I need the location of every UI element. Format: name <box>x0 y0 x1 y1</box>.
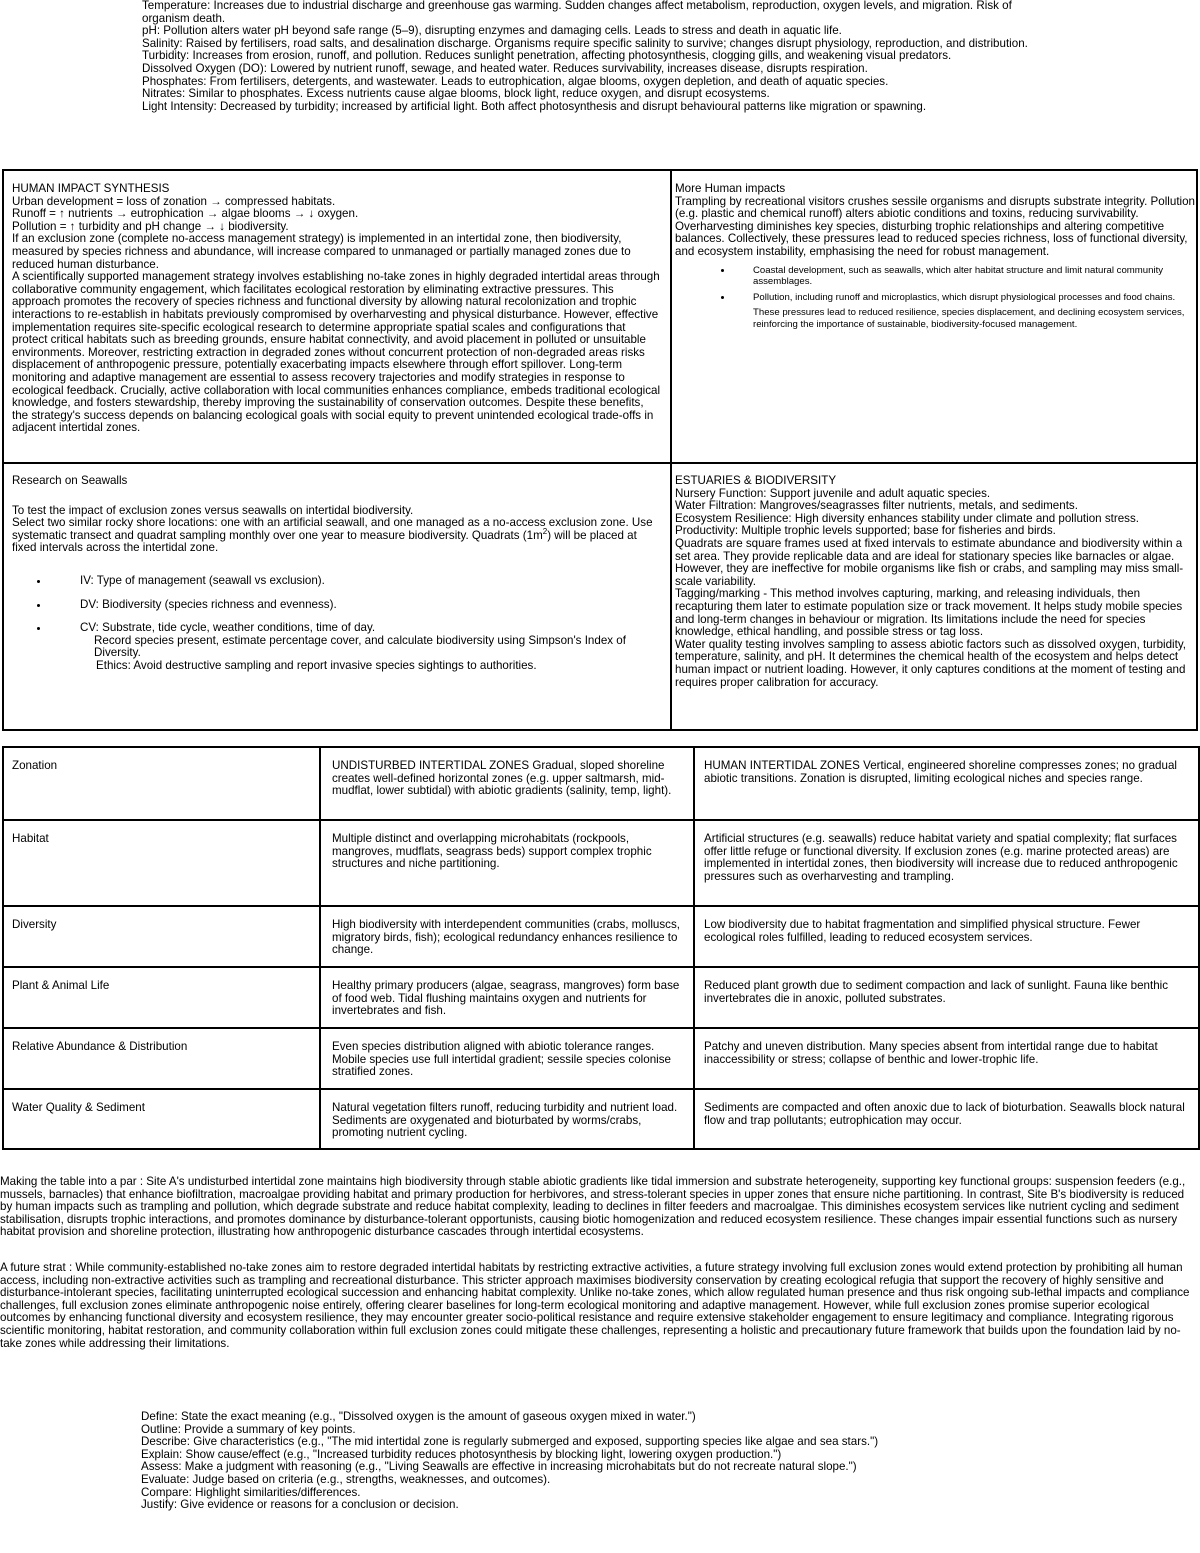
human-impact-title: HUMAN IMPACT SYNTHESIS <box>12 183 170 195</box>
more-impacts-bullet: • Coastal development, such as seawalls, which alter habitat structure and limit natural community assemblages. <box>733 265 1195 288</box>
water-quality-text: Water quality testing involves sampling to assess abiotic factors such as dissolved oxygen, turbidity, temperature, salinity, and pH. It determines the chemical health of the ecosystem and helps detect human impact or nutrient loading. However, it only captures conditions at the moment of testing and requires proper calibration for accuracy. <box>675 637 1187 689</box>
verb-define: Define: State the exact meaning (e.g., "Dissolved oxygen is the amount of gaseous oxygen mixed in water.") <box>141 1410 696 1423</box>
human-cell: Artificial structures (e.g. seawalls) reduce habitat variety and spatial complexity; flat surfaces offer little refuge or functional diversity. If exclusion zones (e.g. marine protected areas) are implemented in intertidal zones, then biodiversity will increase due to reduced anthropogenic pressures such as overharvesting and trampling. <box>694 820 1199 906</box>
abiotic-ph: pH: Pollution alters water pH beyond safe range (5–9), disrupting enzymes and damaging cells. Leads to stress and death in aquatic life. <box>142 24 842 38</box>
row-label: Diversity <box>3 906 320 967</box>
abiotic-salinity: Salinity: Raised by fertilisers, road salts, and desalination discharge. Organisms require specific salinity to survive; changes disrupt physiology, reproduction, and distribution. <box>142 36 1028 50</box>
undisturbed-cell: Multiple distinct and overlapping microhabitats (rockpools, mangroves, mudflats, seagrass beds) support complex trophic structures and niche partitioning. <box>320 820 694 906</box>
undisturbed-cell: Natural vegetation filters runoff, reducing turbidity and nutrient load. Sediments are oxygenated and bioturbated by worms/crabs, promoting nutrient cycling. <box>320 1089 694 1149</box>
undisturbed-cell: Even species distribution aligned with abiotic tolerance ranges. Mobile species use full intertidal gradient; sessile species colonise stratified zones. <box>320 1028 694 1089</box>
spacer <box>12 488 662 505</box>
verb-justify: Justify: Give evidence or reasons for a conclusion or decision. <box>141 1498 459 1512</box>
estuaries-nursery: Nursery Function: Support juvenile and adult aquatic species. <box>675 486 991 500</box>
abiotic-turbidity: Turbidity: Increases from erosion, runoff, and pollution. Reduces sunlight penetration, affecting photosynthesis, clogging gills, and weakening visual predators. <box>142 49 952 63</box>
research-method-text-end: ) will be placed at fixed intervals across the intertidal zone. <box>12 528 637 555</box>
comparison-table <box>2 746 1200 1150</box>
table-row <box>3 967 1199 1028</box>
estuaries-title: ESTUARIES & BIODIVERSITY <box>675 475 837 487</box>
estuaries-filtration: Water Filtration: Mangroves/seagrasses filter nutrients, metals, and sediments. <box>675 499 1078 513</box>
verb-evaluate: Evaluate: Judge based on criteria (e.g., strengths, weaknesses, and outcomes). <box>141 1472 551 1486</box>
human-cell: Low biodiversity due to habitat fragmentation and simplified physical structure. Fewer ecological roles fulfilled, leading to reduced ecosystem services. <box>694 906 1199 967</box>
human-cell: Reduced plant growth due to sediment compaction and lack of sunlight. Fauna like benthic invertebrates die in anoxic, polluted substrates. <box>694 967 1199 1028</box>
table-row <box>3 906 1199 967</box>
row-label: Plant & Animal Life <box>3 967 320 1028</box>
research-title: Research on Seawalls <box>12 475 128 487</box>
abiotic-nitrates: Nitrates: Similar to phosphates. Excess nutrients cause algae blooms, block light, reduce oxygen, and disrupt ecosystems. <box>142 87 770 101</box>
human-impact-line: Runoff = ↑ nutrients → eutrophication → algae blooms → ↓ oxygen. <box>12 207 359 221</box>
undisturbed-cell: UNDISTURBED INTERTIDAL ZONES Gradual, sloped shoreline creates well-defined horizontal zones (e.g. upper saltmarsh, mid-mudflat, lower subtidal) with abiotic gradients (salinity, temp, light). <box>320 747 694 820</box>
abiotic-temperature: Temperature: Increases due to industrial discharge and greenhouse gas warming. Sudden changes affect metabolism, reproduction, oxygen levels, and migration. Risk of organism death. <box>142 0 1012 25</box>
verb-assess: Assess: Make a judgment with reasoning (e.g., "Living Seawalls are effective in increasing microhabitats but do not recreate natural slope.") <box>141 1460 857 1474</box>
more-impacts-title: More Human impacts <box>675 183 786 195</box>
variable-iv: • IV: Type of management (seawall vs exclusion). <box>50 575 662 588</box>
research-ethics-text: Ethics: Avoid destructive sampling and report invasive species sightings to authorities. <box>96 658 537 672</box>
more-impacts-text: Trampling by recreational visitors crushes sessile organisms and disrupts substrate integrity. Pollution (e.g. plastic and chemical runoff) alters abiotic conditions and toxins, reducing survivability. Overharvesting diminishes key species, disturbing trophic relationships and altering competitive balances. Collectively, these pressures lead to reduced species richness, loss of functional diversity, and ecosystem instability, emphasising the need for robust management. <box>675 194 1195 258</box>
human-cell: Patchy and uneven distribution. Many species absent from intertidal range due to habitat inaccessibility or stress; collapse of benthic and lower-trophic life. <box>694 1028 1199 1089</box>
abiotic-light-intensity: Light Intensity: Decreased by turbidity; increased by artificial light. Both affect photosynthesis and disrupt behavioural patterns like migration or spawning. <box>142 99 927 113</box>
table-row <box>3 1089 1199 1149</box>
research-cell <box>12 475 662 673</box>
research-method <box>12 517 662 555</box>
verb-compare: Compare: Highlight similarities/differences. <box>141 1485 361 1499</box>
management-strategy-text: A scientifically supported management strategy involves establishing no-take zones in highly degraded intertidal areas through collaborative community engagement, which facilitates ecological restoration by eliminating extractive pressures. This approach promotes the recovery of species richness and functional diversity by allowing natural recolonization and trophic interactions to re-establish in habitats previously compromised by overharvesting and physical disturbance. However, effective implementation requires site-specific ecological research to determine appropriate spatial scales and configurations that protect critical habitats such as breeding grounds, ensure habitat connectivity, and avoid placement in polluted or unsuitable environments. Moreover, restricting extraction in degraded zones without concurrent protection of non-degraded areas risks displacement of anthropogenic pressure, potentially exacerbating impacts elsewhere through effort spillover. Long-term monitoring and adaptive management are essential to assess recovery trajectories and modify strategies in response to ecological feedback. Crucially, active collaboration with local communities enhances compliance, embeds traditional ecological knowledge, and fosters stewardship, thereby improving the sustainability of conservation outcomes. Despite these benefits, the strategy's success depends on balancing ecological goals with social equity to prevent unintended ecological trade-offs in adjacent intertidal zones. <box>12 270 661 435</box>
human-cell: HUMAN INTERTIDAL ZONES Vertical, engineered shoreline compresses zones; no gradual abiotic transitions. Zonation is disrupted, limiting ecological niches and species range. <box>694 747 1199 820</box>
undisturbed-cell: Healthy primary producers (algae, seagrass, mangroves) form base of food web. Tidal flushing maintains oxygen and nutrients for invertebrates and fish. <box>320 967 694 1028</box>
abiotic-factors-list <box>142 0 1042 113</box>
verb-explain: Explain: Show cause/effect (e.g., "Increased turbidity reduces photosynthesis by blocking light, lowering oxygen production.") <box>141 1447 782 1461</box>
more-impacts-cell <box>675 183 1195 331</box>
abiotic-phosphates: Phosphates: From fertilisers, detergents, and wastewater. Leads to eutrophication, algae blooms, oxygen depletion, and death of aquatic species. <box>142 74 889 88</box>
row-label: Relative Abundance & Distribution <box>3 1028 320 1089</box>
undisturbed-cell: High biodiversity with interdependent communities (crabs, molluscs, migratory birds, fish); ecological redundancy enhances resilience to change. <box>320 906 694 967</box>
grid-vertical-divider <box>670 171 672 729</box>
variables-list <box>50 575 662 635</box>
human-impact-line: Pollution = ↑ turbidity and pH change → ↓ biodiversity. <box>12 219 289 233</box>
estuaries-productivity: Productivity: Multiple trophic levels supported; base for fisheries and birds. <box>675 524 1056 538</box>
hypothesis-text: If an exclusion zone (complete no-access management strategy) is implemented in an intertidal zone, then biodiversity, measured by species richness and abundance, will increase compared to unmanaged or partially managed zones due to reduced human disturbance. <box>12 232 631 271</box>
more-impacts-bullet: • Pollution, including runoff and microplastics, which disrupt physiological processes and food chains. <box>733 292 1195 304</box>
table-paragraph: Making the table into a par : Site A's undisturbed intertidal zone maintains high biodiversity through stable abiotic gradients like tidal immersion and substrate heterogeneity, supporting key functional groups: suspension feeders (e.g., mussels, barnacles) that enhance biofiltration, macroalgae providing habitat and primary production for herbivores, and stress-tolerant species in upper zones that ensure niche partitioning. In contrast, Site B's biodiversity is reduced by human impacts such as trampling and pollution, which degrade substrate and reduce habitat complexity, leading to declines in filter feeders and macroalgae. This diminishes ecosystem services like nutrient cycling and sediment stabilisation, disrupts trophic interactions, and promotes dominance by disturbance-tolerant opportunists, causing biotic homogenization and reduced ecosystem resilience. These changes impair essential functions such as nursery habitat provision and shoreline protection, illustrating how anthropogenic disturbance cascades through intertidal ecosystems. <box>0 1175 1186 1239</box>
more-impacts-bullets <box>733 265 1195 304</box>
human-cell: Sediments are compacted and often anoxic due to lack of bioturbation. Seawalls block natural flow and trap pollutants; eutrophication may occur. <box>694 1089 1199 1149</box>
abiotic-dissolved-oxygen: Dissolved Oxygen (DO): Lowered by nutrient runoff, sewage, and heated water. Reduces survivability, increases disease, disrupts respiration. <box>142 61 868 75</box>
human-impact-line: Urban development = loss of zonation → compressed habitats. <box>12 194 336 208</box>
variable-dv: • DV: Biodiversity (species richness and evenness). <box>50 599 662 612</box>
table-row <box>3 820 1199 906</box>
grid-horizontal-divider <box>4 462 1196 464</box>
tagging-text: Tagging/marking - This method involves capturing, marking, and releasing individuals, then recapturing them later to estimate population size or track movement. It helps study mobile species and long-term changes in behaviour or migration. Its limitations include the need for species knowledge, ethical handling, and possible stress or tag loss. <box>675 587 1183 639</box>
quadrats-text: Quadrats are square frames used at fixed intervals to estimate abundance and biodiversity within a set area. They provide replicable data and are ideal for stationary species like barnacles or algae. However, they are ineffective for mobile organisms like fish or crabs, and sampling may miss small-scale variability. <box>675 536 1184 588</box>
research-record-text: Record species present, estimate percentage cover, and calculate biodiversity using Simpson's Index of Diversity. <box>94 633 626 660</box>
row-label: Zonation <box>3 747 320 820</box>
research-method-text: Select two similar rocky shore locations: one with an artificial seawall, and one managed as a no-access exclusion zone. Use systematic transect and quadrat sampling monthly over one year to measure biodiversity. Quadrats (1m <box>12 516 653 542</box>
verb-outline: Outline: Provide a summary of key points. <box>141 1422 356 1436</box>
variable-cv: • CV: Substrate, tide cycle, weather conditions, time of day. <box>50 622 662 635</box>
table-row <box>3 1028 1199 1089</box>
command-verbs-list <box>141 1411 1141 1512</box>
notes-grid <box>2 169 1198 731</box>
estuaries-cell <box>675 475 1195 689</box>
table-row <box>3 747 1199 820</box>
research-aim: To test the impact of exclusion zones versus seawalls on intertidal biodiversity. <box>12 503 414 517</box>
future-strategy-paragraph: A future strat : While community-established no-take zones aim to restore degraded intertidal habitats by restricting extractive activities, a future strategy involving full exclusion zones would extend protection by prohibiting all human access, including non-extractive activities such as trampling and recreational disturbance. This stricter approach maximises biodiversity conservation by creating ecological refugia that support the recovery of highly sensitive and disturbance-intolerant species, facilitating uninterrupted ecological succession and enhancing habitat complexity. Unlike no-take zones, which allow regulated human presence and thus risk ongoing sub-lethal impacts and compliance challenges, full exclusion zones eliminate anthropogenic noise entirely, offering clearer baselines for long-term ecological monitoring and adaptive management. However, while full exclusion zones promise superior ecological outcomes by enhancing functional diversity and ecosystem resilience, they may encounter greater socio-political resistance and require extensive stakeholder engagement to ensure legitimacy and compliance. Integrating rigorous scientific monitoring, habitat restoration, and community collaboration within full exclusion zones could mitigate these challenges, representing a holistic and precautionary future framework that builds upon the foundation laid by no-take zones while addressing their limitations. <box>0 1261 1190 1350</box>
row-label: Water Quality & Sediment <box>3 1089 320 1149</box>
human-impact-cell <box>12 183 662 435</box>
verb-describe: Describe: Give characteristics (e.g., "The mid intertidal zone is regularly submerged and exposed, supporting species like algae and sea stars.") <box>141 1435 879 1449</box>
superscript-two: 2 <box>542 526 548 536</box>
more-impacts-tail: These pressures lead to reduced resilience, species displacement, and declining ecosystem services, reinforcing the importance of sustainable, biodiversity-focused management. <box>753 307 1185 330</box>
row-label: Habitat <box>3 820 320 906</box>
estuaries-resilience: Ecosystem Resilience: High diversity enhances stability under climate and pollution stress. <box>675 511 1139 525</box>
